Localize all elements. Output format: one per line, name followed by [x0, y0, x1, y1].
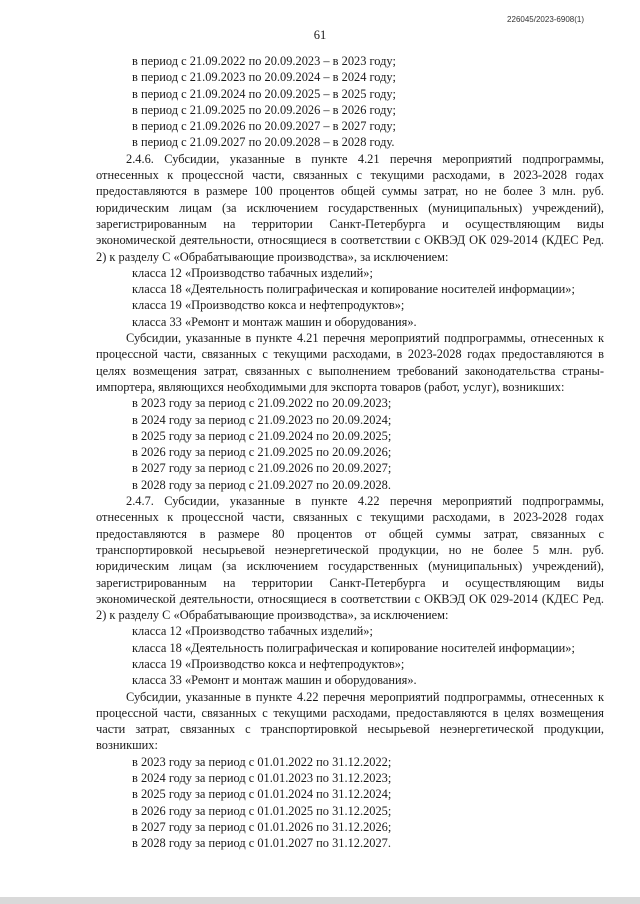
list-item: класса 12 «Производство табачных изделий»; — [132, 265, 373, 280]
list-item: в 2026 году за период с 01.01.2025 по 31.12.2025; — [132, 803, 392, 818]
list-item: в период с 21.09.2026 по 20.09.2027 – в 2027 году; — [132, 119, 396, 134]
list-item: класса 33 «Ремонт и монтаж машин и оборудования». — [132, 314, 417, 329]
list-item: класса 19 «Производство кокса и нефтепродуктов»; — [132, 298, 405, 313]
list-item: в 2026 году за период с 21.09.2025 по 20.09.2026; — [132, 445, 392, 460]
section-2-4-6-years — [96, 395, 604, 493]
section-2-4-7-purpose-paragraph: Субсидии, указанные в пункте 4.22 перечня мероприятий подпрограммы, отнесенных к процессной части, связанных с текущими расходами, предоставляются в целях возмещения части затрат, связанных с транспортировкой несырьевой неэнергетической продукции, возникших: — [96, 689, 604, 753]
list-item: в 2025 году за период с 01.01.2024 по 31.12.2024; — [132, 787, 392, 802]
page-number: 61 — [313, 28, 327, 42]
list-item: класса 19 «Производство кокса и нефтепродуктов»; — [132, 656, 405, 671]
scan-bottom-edge — [0, 897, 640, 904]
list-item: в 2028 году за период с 01.01.2027 по 31.12.2027. — [132, 836, 391, 851]
list-item: в 2023 году за период с 21.09.2022 по 20.09.2023; — [132, 396, 392, 411]
list-item: в 2024 году за период с 01.01.2023 по 31.12.2023; — [132, 771, 392, 786]
section-2-4-6-purpose-paragraph: Субсидии, указанные в пункте 4.21 перечня мероприятий подпрограммы, отнесенных к процессной части, связанных с текущими расходами, в 2023-2028 годах предоставляются в целях возмещения затрат, связанных с выполнением требований законодательства страны-импортера, являющихся необходимыми для экспорта товаров (работ, услуг), возникших: — [96, 331, 604, 394]
list-item: в период с 21.09.2023 по 20.09.2024 – в 2024 году; — [132, 70, 396, 85]
list-item: класса 12 «Производство табачных изделий»; — [132, 624, 373, 639]
section-2-4-6-exclusions — [96, 265, 604, 330]
list-item: в период с 21.09.2022 по 20.09.2023 – в 2023 году; — [132, 54, 396, 68]
list-item: в 2027 году за период с 21.09.2026 по 20.09.2027; — [132, 461, 392, 476]
list-item: в 2025 году за период с 21.09.2024 по 20.09.2025; — [132, 428, 392, 443]
section-2-4-6-paragraph: 2.4.6. Субсидии, указанные в пункте 4.21 перечня мероприятий подпрограммы, отнесенных к процессной части, связанных с текущими расходами, в 2023-2028 годах предоставляются в размере 100 процентов общей суммы затрат, но не более 3 млн. руб. юридическим лицам (за исключением государственных (муниципальных) учреждений), зарегистрированным на территории Санкт-Петербурга и осуществляющим виды экономической деятельности, относящиеся в соответствии с ОКВЭД ОК 029-2014 (КДЕС Ред. 2) к разделу C «Обрабатывающие производства», за исключением: — [96, 151, 604, 264]
list-item: класса 18 «Деятельность полиграфическая и копирование носителей информации»; — [132, 282, 575, 297]
list-item: класса 18 «Деятельность полиграфическая и копирование носителей информации»; — [132, 640, 575, 655]
section-2-4-7-exclusions — [96, 623, 604, 688]
list-item: в 2023 году за период с 01.01.2022 по 31.12.2022; — [132, 754, 392, 769]
document-body — [96, 53, 604, 852]
list-item: класса 33 «Ремонт и монтаж машин и оборудования». — [132, 673, 417, 688]
list-item: в 2028 году за период с 21.09.2027 по 20.09.2028. — [132, 477, 391, 492]
list-item: в 2027 году за период с 01.01.2026 по 31.12.2026; — [132, 819, 392, 834]
periods-top-list — [96, 53, 604, 151]
section-2-4-7-paragraph: 2.4.7. Субсидии, указанные в пункте 4.22 перечня мероприятий подпрограммы, отнесенных к процессной части, связанных с текущими расходами, в 2023-2028 годах предоставляются в размере 80 процентов от общей суммы затрат, связанных с транспортировкой несырьевой неэнергетической продукции, но не более 5 млн. руб. юридическим лицам (за исключением государственных (муниципальных) учреждений), зарегистрированным на территории Санкт-Петербурга и осуществляющим виды экономической деятельности, относящиеся в соответствии с ОКВЭД ОК 029-2014 (КДЕС Ред. 2) к разделу C «Обрабатывающие производства», за исключением: — [96, 494, 604, 623]
list-item: в 2024 году за период с 21.09.2023 по 20.09.2024; — [132, 412, 392, 427]
list-item: в период с 21.09.2025 по 20.09.2026 – в 2026 году; — [132, 102, 396, 117]
section-2-4-7-years — [96, 754, 604, 852]
list-item: в период с 21.09.2027 по 20.09.2028 – в 2028 году. — [132, 135, 395, 150]
document-registration-number: 226045/2023-6908(1) — [507, 15, 584, 24]
list-item: в период с 21.09.2024 по 20.09.2025 – в 2025 году; — [132, 86, 396, 101]
